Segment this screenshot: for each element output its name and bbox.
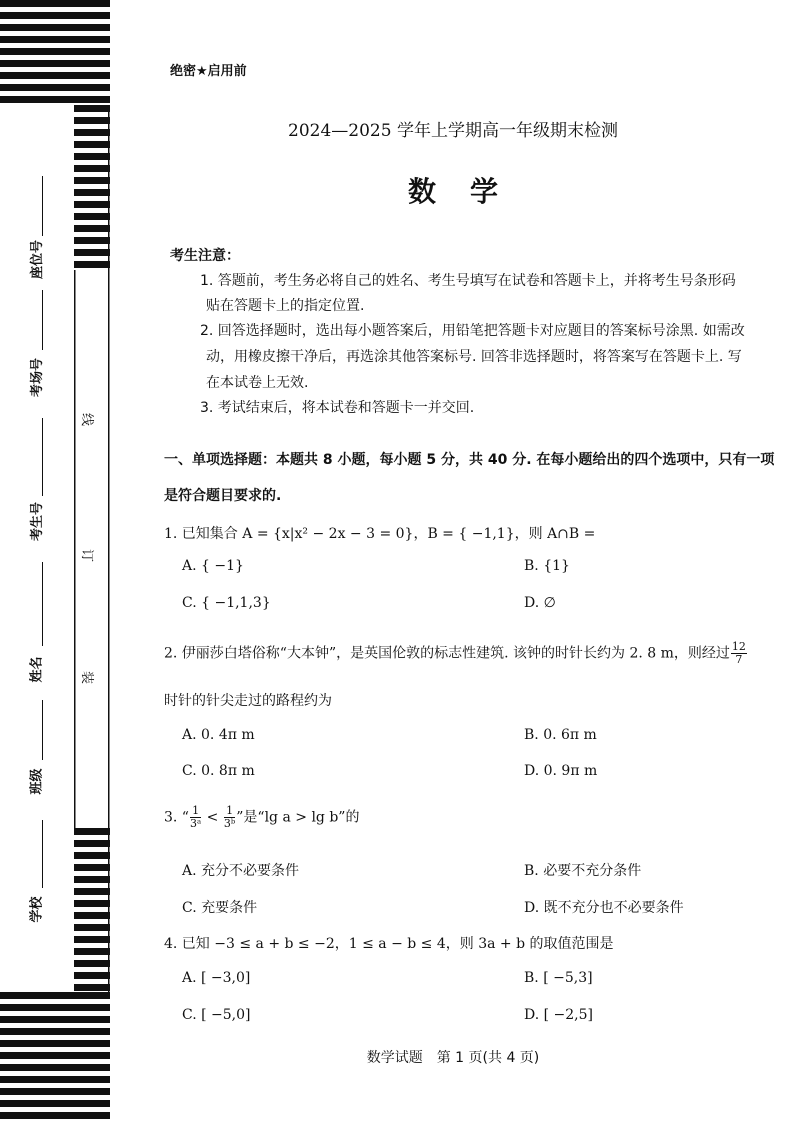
question-2-fraction bbox=[731, 641, 747, 666]
barcode-stripe bbox=[0, 1064, 110, 1071]
candidate-info-sidebar bbox=[0, 0, 112, 1123]
binding-mark-pack: 装 bbox=[79, 670, 95, 685]
barcode-stripe bbox=[0, 12, 110, 19]
barcode-stripe bbox=[74, 864, 110, 871]
question-4-stem: 4. 已知 −3 ≤ a + b ≤ −2，1 ≤ a − b ≤ 4，则 3a + b 的取值范围是 bbox=[164, 936, 614, 952]
barcode-stripe bbox=[74, 876, 110, 883]
barcode-stripe bbox=[74, 237, 110, 244]
barcode-stripe bbox=[0, 1028, 110, 1035]
barcode-stripe bbox=[74, 213, 110, 220]
notice-item-1: 1. 答题前，考生务必将自己的姓名、考生号填写在试卷和答题卡上，并将考生号条形码 bbox=[200, 273, 736, 289]
barcode-stripe bbox=[74, 924, 110, 931]
barcode-stripe bbox=[0, 1052, 110, 1059]
section-heading-cont: 是符合题目要求的. bbox=[164, 488, 282, 504]
barcode-stripe bbox=[74, 249, 110, 256]
barcode-stripe bbox=[74, 900, 110, 907]
notice-item-2: 2. 回答选择题时，选出每小题答案后，用铅笔把答题卡对应题目的答案标号涂黑. 如需改 bbox=[200, 323, 745, 339]
field-school: 学校 bbox=[29, 896, 45, 923]
exam-page bbox=[112, 0, 794, 1123]
fraction-numerator: 1 bbox=[224, 805, 235, 818]
exam-title: 2024—2025 学年上学期高一年级期末检测 bbox=[288, 121, 618, 141]
page-footer: 数学试题 第 1 页(共 4 页) bbox=[366, 1050, 540, 1066]
field-name: 姓名 bbox=[29, 656, 45, 683]
barcode-stripe bbox=[0, 1016, 110, 1023]
barcode-stripe bbox=[0, 0, 110, 7]
question-2-option-c: C. 0. 8π m bbox=[182, 763, 255, 779]
question-3-prefix: 3. “ bbox=[164, 809, 189, 826]
binding-edge-line bbox=[108, 105, 110, 992]
field-line bbox=[42, 700, 43, 760]
question-3-stem bbox=[164, 805, 359, 830]
question-4-option-b: B. [ −5,3] bbox=[524, 970, 593, 986]
barcode-stripe bbox=[74, 129, 110, 136]
question-3-option-c: C. 充要条件 bbox=[182, 900, 258, 916]
notice-title: 考生注意： bbox=[170, 248, 240, 264]
barcode-stripe bbox=[74, 936, 110, 943]
field-line bbox=[42, 176, 43, 236]
question-2-stem-cont: 时针的针尖走过的路程约为 bbox=[164, 693, 332, 709]
question-3-fraction-a bbox=[190, 805, 201, 830]
fraction-numerator: 1 bbox=[190, 805, 201, 818]
barcode-stripe bbox=[0, 48, 110, 55]
barcode-stripe bbox=[0, 1076, 110, 1083]
barcode-stripe bbox=[74, 141, 110, 148]
question-3-suffix: ”是“lg a > lg b”的 bbox=[236, 809, 360, 826]
question-2-stem-text: 2. 伊丽莎白塔俗称“大本钟”，是英国伦敦的标志性建筑. 该钟的时针长约为 2. 8 m，则经过 bbox=[164, 645, 730, 662]
question-1-option-d: D. ∅ bbox=[524, 595, 556, 611]
question-1-option-c: C. { −1,1,3} bbox=[182, 595, 271, 611]
question-2-option-a: A. 0. 4π m bbox=[182, 727, 255, 743]
barcode-stripe bbox=[74, 840, 110, 847]
question-3-option-d: D. 既不充分也不必要条件 bbox=[524, 900, 684, 916]
barcode-stripe bbox=[0, 72, 110, 79]
notice-item-1-cont: 贴在答题卡上的指定位置. bbox=[206, 298, 365, 314]
barcode-stripe bbox=[0, 36, 110, 43]
fraction-denominator: 3ᵃ bbox=[189, 817, 202, 830]
question-2-option-b: B. 0. 6π m bbox=[524, 727, 597, 743]
barcode-stripe bbox=[74, 177, 110, 184]
barcode-stripe bbox=[0, 1100, 110, 1107]
field-line bbox=[42, 418, 43, 496]
barcode-stripe bbox=[0, 1112, 110, 1119]
barcode-stripe bbox=[74, 117, 110, 124]
barcode-stripe bbox=[74, 828, 110, 835]
field-line bbox=[42, 562, 43, 646]
question-3-option-b: B. 必要不充分条件 bbox=[524, 863, 642, 879]
barcode-stripe bbox=[74, 948, 110, 955]
barcode-stripe bbox=[0, 24, 110, 31]
fraction-denominator: 3ᵇ bbox=[223, 817, 236, 830]
barcode-stripe bbox=[0, 1004, 110, 1011]
notice-item-2-cont2: 在本试卷上无效. bbox=[206, 375, 309, 391]
binding-edge-line bbox=[74, 270, 76, 828]
barcode-stripe bbox=[0, 96, 110, 103]
question-4-option-c: C. [ −5,0] bbox=[182, 1007, 251, 1023]
notice-item-2-cont: 动，用橡皮擦干净后，再选涂其他答案标号. 回答非选择题时，将答案写在答题卡上. 写 bbox=[206, 349, 742, 365]
binding-mark-order: 订 bbox=[79, 548, 95, 563]
barcode-stripe bbox=[0, 1088, 110, 1095]
field-line bbox=[42, 290, 43, 350]
barcode-stripe bbox=[74, 852, 110, 859]
notice-item-3: 3. 考试结束后，将本试卷和答题卡一并交回. bbox=[200, 400, 475, 416]
barcode-stripe bbox=[74, 105, 110, 112]
barcode-stripe bbox=[74, 960, 110, 967]
binding-mark-line: 线 bbox=[79, 412, 95, 427]
field-seat-number: 座位号 bbox=[30, 239, 46, 280]
field-exam-room: 考场号 bbox=[30, 357, 46, 398]
barcode-stripe bbox=[74, 225, 110, 232]
barcode-stripe bbox=[0, 1040, 110, 1047]
subject-title: 数学 bbox=[407, 175, 532, 208]
secret-label: 绝密★启用前 bbox=[170, 64, 247, 79]
barcode-stripe bbox=[74, 912, 110, 919]
barcode-stripe bbox=[74, 984, 110, 991]
barcode-stripe bbox=[0, 84, 110, 91]
fraction-denominator: 7 bbox=[735, 653, 743, 666]
barcode-stripe bbox=[0, 992, 110, 999]
field-candidate-number: 考生号 bbox=[30, 501, 46, 542]
barcode-stripe bbox=[0, 60, 110, 67]
question-3-less-than: < bbox=[202, 809, 223, 826]
question-1-option-a: A. { −1} bbox=[182, 558, 244, 574]
question-3-option-a: A. 充分不必要条件 bbox=[182, 863, 300, 879]
question-2-stem bbox=[164, 641, 748, 666]
section-heading: 一、单项选择题：本题共 8 小题，每小题 5 分，共 40 分. 在每小题给出的四个选项中，只有一项 bbox=[164, 452, 775, 468]
barcode-stripe bbox=[74, 201, 110, 208]
question-3-fraction-b bbox=[224, 805, 235, 830]
question-1-stem: 1. 已知集合 A = {x|x² − 2x − 3 = 0}，B = { −1,1}，则 A∩B = bbox=[164, 526, 596, 542]
barcode-stripe bbox=[74, 189, 110, 196]
fraction-numerator: 12 bbox=[731, 640, 746, 653]
barcode-stripe bbox=[74, 888, 110, 895]
barcode-stripe bbox=[74, 153, 110, 160]
barcode-stripe bbox=[74, 261, 110, 268]
barcode-stripe bbox=[74, 165, 110, 172]
field-line bbox=[42, 820, 43, 888]
field-class: 班级 bbox=[29, 768, 45, 795]
question-1-option-b: B. {1} bbox=[524, 558, 570, 574]
barcode-stripe bbox=[74, 972, 110, 979]
question-4-option-d: D. [ −2,5] bbox=[524, 1007, 593, 1023]
question-4-option-a: A. [ −3,0] bbox=[182, 970, 251, 986]
question-2-option-d: D. 0. 9π m bbox=[524, 763, 598, 779]
